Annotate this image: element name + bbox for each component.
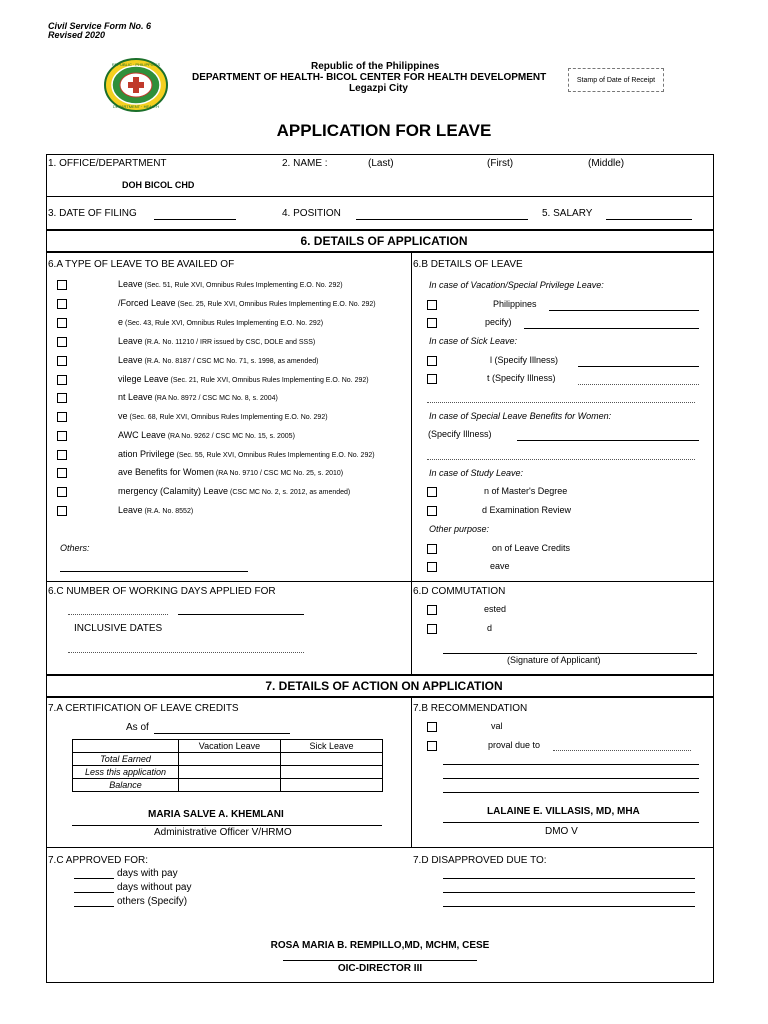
cell-vacation-balance[interactable] xyxy=(179,779,281,792)
leave-type-label: ation Privilege xyxy=(118,449,175,459)
leave-type-name xyxy=(118,430,295,440)
disapproved-reason-line[interactable] xyxy=(443,878,695,879)
leave-type-name xyxy=(118,317,323,327)
leave-type-checkbox[interactable] xyxy=(57,506,67,516)
leave-type-name xyxy=(118,486,350,496)
date-of-filing-label: 3. DATE OF FILING xyxy=(48,208,137,219)
position-label: 4. POSITION xyxy=(282,208,341,219)
cell-sick-less[interactable] xyxy=(281,766,383,779)
salary-field[interactable] xyxy=(606,219,692,220)
leave-type-checkbox[interactable] xyxy=(57,487,67,497)
name-last: (Last) xyxy=(368,158,394,169)
leave-type-label: e xyxy=(118,317,124,327)
form-number: Civil Service Form No. 6 xyxy=(48,21,152,31)
others-specify-field[interactable] xyxy=(74,906,114,907)
days-with-pay-label: days with pay xyxy=(117,868,178,879)
date-of-filing-field[interactable] xyxy=(154,219,236,220)
leave-type-reference: (Sec. 21, Rule XVI, Omnibus Rules Implementing E.O. No. 292) xyxy=(170,377,369,384)
form-title: APPLICATION FOR LEAVE xyxy=(276,121,492,140)
vacation-heading: In case of Vacation/Special Privilege Leave: xyxy=(429,280,604,290)
name-label: 2. NAME : xyxy=(282,158,328,169)
office-value[interactable]: DOH BICOL CHD xyxy=(122,180,195,190)
commutation-requested-label: d xyxy=(487,623,493,633)
cell-sick-total[interactable] xyxy=(281,753,383,766)
stamp-box: Stamp of Date of Receipt xyxy=(568,68,664,92)
row-balance: Balance xyxy=(73,779,179,792)
study-masters-checkbox[interactable] xyxy=(427,487,437,497)
others-field[interactable] xyxy=(60,571,248,572)
city-line: Legazpi City xyxy=(349,83,408,94)
leave-type-name xyxy=(118,279,343,289)
leave-type-checkbox[interactable] xyxy=(57,450,67,460)
applicant-signature-label: (Signature of Applicant) xyxy=(507,655,601,665)
study-bar-label: d Examination Review xyxy=(482,505,572,515)
section7b-label: 7.B RECOMMENDATION xyxy=(413,703,528,714)
section6c-label: 6.C NUMBER OF WORKING DAYS APPLIED FOR xyxy=(48,586,276,597)
director-name: ROSA MARIA B. REMPILLO,MD, MCHM, CESE xyxy=(270,940,490,951)
study-heading: In case of Study Leave: xyxy=(429,468,524,478)
department-line: DEPARTMENT OF HEALTH- BICOL CENTER FOR HEALTH DEVELOPMENT xyxy=(192,72,547,83)
leave-type-checkbox[interactable] xyxy=(57,299,67,309)
leave-type-reference: (Sec. 43, Rule XVI, Omnibus Rules Implementing E.O. No. 292) xyxy=(125,320,324,327)
recommend-approval-checkbox[interactable] xyxy=(427,722,437,732)
leave-type-label: Leave xyxy=(118,355,143,365)
working-days-field[interactable] xyxy=(178,614,304,615)
leave-type-label: Leave xyxy=(118,505,143,515)
leave-type-checkbox[interactable] xyxy=(57,431,67,441)
section6d-label: 6.D COMMUTATION xyxy=(413,586,506,597)
form-revised: Revised 2020 xyxy=(48,30,106,40)
svg-text:REPUBLIC · PHILIPPINES: REPUBLIC · PHILIPPINES xyxy=(111,62,161,67)
leave-type-reference: (R.A. No. 11210 / IRR issued by CSC, DOLE and SSS) xyxy=(144,339,316,346)
leave-type-label: ave Benefits for Women xyxy=(118,467,214,477)
col-vacation-leave: Vacation Leave xyxy=(179,740,281,753)
leave-type-label: Leave xyxy=(118,279,143,289)
section7a-label: 7.A CERTIFICATION OF LEAVE CREDITS xyxy=(48,703,239,714)
days-without-pay-label: days without pay xyxy=(117,882,192,893)
leave-type-reference: (RA No. 9710 / CSC MC No. 25, s. 2010) xyxy=(215,470,344,477)
office-label: 1. OFFICE/DEPARTMENT xyxy=(48,158,167,169)
leave-type-reference: (RA No. 8972 / CSC MC No. 8, s. 2004) xyxy=(154,395,278,402)
inclusive-dates-label: INCLUSIVE DATES xyxy=(74,623,163,634)
recommender-name: LALAINE E. VILLASIS, MD, MHA xyxy=(487,806,640,817)
leave-type-reference: (Sec. 55, Rule XVI, Omnibus Rules Implementing E.O. No. 292) xyxy=(176,452,375,459)
cell-vacation-total[interactable] xyxy=(179,753,281,766)
leave-type-checkbox[interactable] xyxy=(57,468,67,478)
leave-type-reference: (R.A. No. 8552) xyxy=(144,508,194,515)
sick-hospital-checkbox[interactable] xyxy=(427,356,437,366)
section7-heading: 7. DETAILS OF ACTION ON APPLICATION xyxy=(265,679,503,693)
leave-type-reference: (Sec. 51, Rule XVI, Omnibus Rules Implementing E.O. No. 292) xyxy=(144,282,343,289)
leave-type-reference: (RA No. 9262 / CSC MC No. 15, s. 2005) xyxy=(167,433,295,440)
section6-heading: 6. DETAILS OF APPLICATION xyxy=(300,234,468,248)
as-of-field[interactable] xyxy=(154,733,290,734)
monetization-checkbox[interactable] xyxy=(427,544,437,554)
others-label: Others: xyxy=(60,543,90,553)
leave-type-label: /Forced Leave xyxy=(118,298,176,308)
leave-type-name xyxy=(118,355,318,365)
doh-seal-logo xyxy=(104,58,168,112)
vacation-abroad-checkbox[interactable] xyxy=(427,318,437,328)
vacation-within-checkbox[interactable] xyxy=(427,300,437,310)
position-field[interactable] xyxy=(356,219,528,220)
terminal-leave-label: eave xyxy=(490,561,510,571)
others-specify-label: others (Specify) xyxy=(117,896,188,907)
cell-vacation-less[interactable] xyxy=(179,766,281,779)
sick-heading: In case of Sick Leave: xyxy=(429,336,518,346)
leave-type-name xyxy=(118,467,343,477)
leave-type-reference: (CSC MC No. 2, s. 2012, as amended) xyxy=(230,489,351,496)
sick-outpatient-label: t (Specify Illness) xyxy=(487,373,556,383)
other-purpose-heading: Other purpose: xyxy=(429,524,490,534)
leave-type-checkbox[interactable] xyxy=(57,356,67,366)
leave-credits-table xyxy=(72,739,383,792)
director-title: OIC-DIRECTOR III xyxy=(337,963,423,974)
hrmo-title: Administrative Officer V/HRMO xyxy=(154,827,292,838)
vacation-abroad-label: pecify) xyxy=(485,317,512,327)
as-of-label: As of xyxy=(126,722,149,733)
days-with-pay-field[interactable] xyxy=(74,878,114,879)
leave-type-label: nt Leave xyxy=(118,392,153,402)
col-sick-leave: Sick Leave xyxy=(281,740,383,753)
leave-type-reference: (Sec. 25, Rule XVI, Omnibus Rules Implementing E.O. No. 292) xyxy=(177,301,376,308)
name-middle: (Middle) xyxy=(588,158,625,169)
row-total-earned: Total Earned xyxy=(73,753,179,766)
leave-type-name xyxy=(118,449,375,459)
leave-type-label: AWC Leave xyxy=(118,430,166,440)
leave-type-reference: (Sec. 68, Rule XVI, Omnibus Rules Implementing E.O. No. 292) xyxy=(129,414,328,421)
republic-line: Republic of the Philippines xyxy=(311,61,440,72)
leave-type-name xyxy=(118,411,328,421)
recommender-title: DMO V xyxy=(545,826,578,837)
women-illness-label: (Specify Illness) xyxy=(428,429,492,439)
days-without-pay-field[interactable] xyxy=(74,892,114,893)
leave-type-label: mergency (Calamity) Leave xyxy=(118,486,229,496)
monetization-label: on of Leave Credits xyxy=(492,543,571,553)
inclusive-dates-field[interactable] xyxy=(68,652,304,653)
leave-type-name xyxy=(118,505,193,515)
leave-type-name xyxy=(118,374,369,384)
section6-body xyxy=(46,252,714,675)
commutation-not-requested-checkbox[interactable] xyxy=(427,605,437,615)
leave-type-checkbox[interactable] xyxy=(57,412,67,422)
leave-type-reference: (R.A. No. 8187 / CSC MC No. 71, s. 1998, as amended) xyxy=(144,358,319,365)
salary-label: 5. SALARY xyxy=(542,208,593,219)
svg-text:DEPARTMENT · HEALTH: DEPARTMENT · HEALTH xyxy=(112,104,160,109)
leave-type-checkbox[interactable] xyxy=(57,318,67,328)
leave-type-checkbox[interactable] xyxy=(57,280,67,290)
section6a-label: 6.A TYPE OF LEAVE TO BE AVAILED OF xyxy=(48,259,235,270)
table-row xyxy=(73,779,383,792)
study-bar-checkbox[interactable] xyxy=(427,506,437,516)
table-row xyxy=(73,753,383,766)
leave-type-checkbox[interactable] xyxy=(57,375,67,385)
sick-hospital-label: l (Specify Illness) xyxy=(490,355,559,365)
recommend-disapproval-label: proval due to xyxy=(488,740,541,750)
leave-type-name xyxy=(118,392,278,402)
row-less-application: Less this application xyxy=(73,766,179,779)
leave-type-name xyxy=(118,336,315,346)
leave-type-label: vilege Leave xyxy=(118,374,169,384)
leave-type-checkbox[interactable] xyxy=(57,337,67,347)
study-masters-label: n of Master's Degree xyxy=(484,486,568,496)
recommend-approval-label: val xyxy=(491,721,503,731)
section7d-label: 7.D DISAPPROVED DUE TO: xyxy=(413,855,547,866)
cell-sick-balance[interactable] xyxy=(281,779,383,792)
commutation-not-requested-label: ested xyxy=(484,604,507,614)
hrmo-name: MARIA SALVE A. KHEMLANI xyxy=(148,809,284,820)
leave-type-checkbox[interactable] xyxy=(57,393,67,403)
sick-outpatient-checkbox[interactable] xyxy=(427,374,437,384)
leave-type-label: Leave xyxy=(118,336,143,346)
section6b-label: 6.B DETAILS OF LEAVE xyxy=(413,259,523,270)
commutation-requested-checkbox[interactable] xyxy=(427,624,437,634)
name-first: (First) xyxy=(487,158,514,169)
leave-type-name xyxy=(118,298,376,308)
table-row xyxy=(73,766,383,779)
leave-type-label: ve xyxy=(118,411,128,421)
applicant-signature-line[interactable] xyxy=(443,653,697,654)
vacation-within-label: Philippines xyxy=(493,299,537,309)
section7c-label: 7.C APPROVED FOR: xyxy=(48,855,149,866)
women-heading: In case of Special Leave Benefits for Women: xyxy=(429,411,612,421)
terminal-leave-checkbox[interactable] xyxy=(427,562,437,572)
recommend-disapproval-checkbox[interactable] xyxy=(427,741,437,751)
